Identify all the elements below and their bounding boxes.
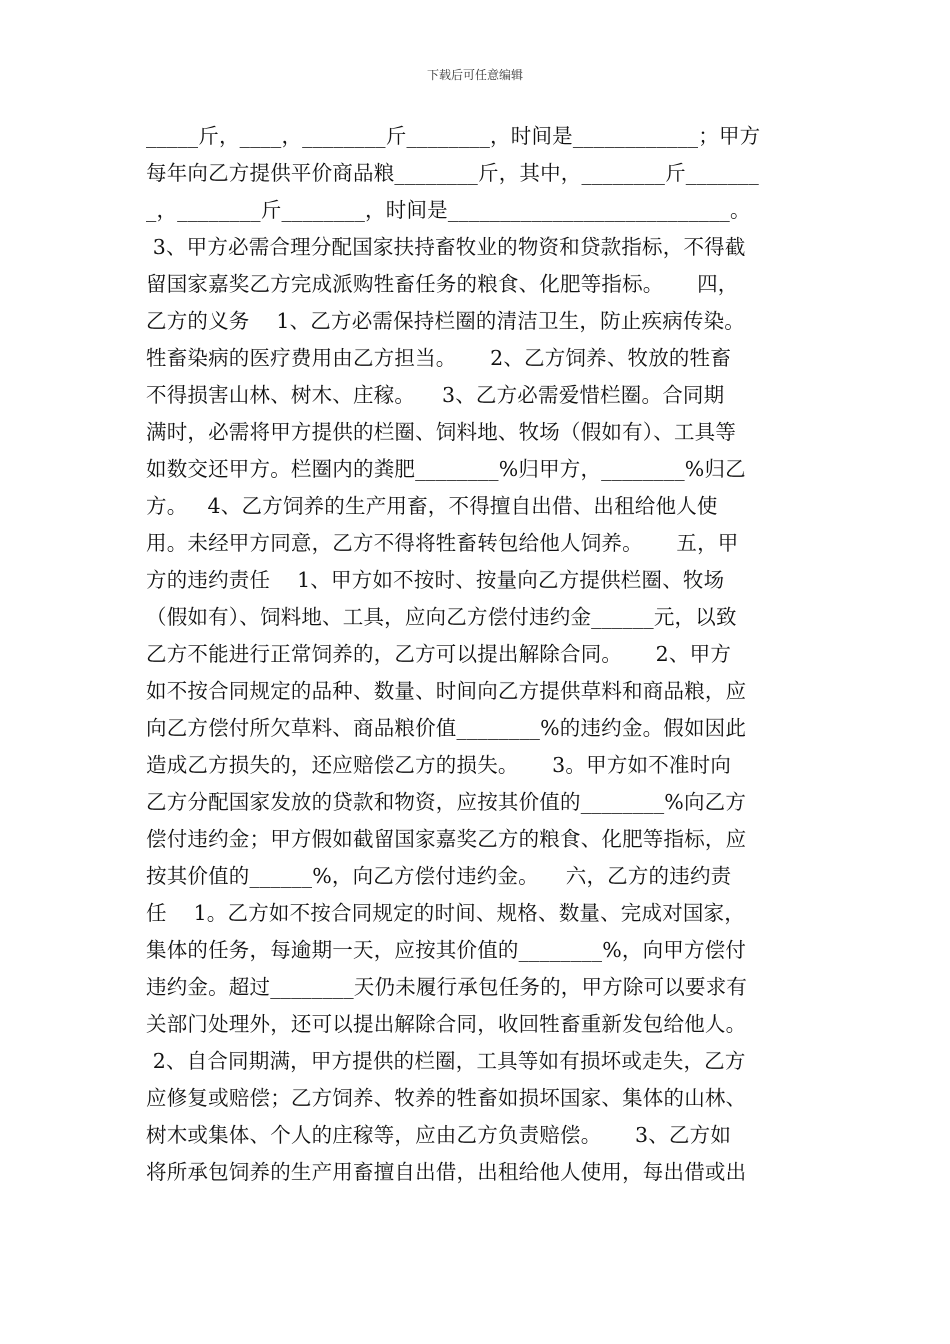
text-line: 应修复或赔偿；乙方饲养、牧养的牲畜如损坏国家、集体的山林、	[146, 1086, 747, 1110]
text-line: 方。 4、乙方饲养的生产用畜，不得擅自出借、出租给他人使	[146, 494, 718, 518]
document-body	[146, 118, 808, 1191]
text-line: 偿付违约金；甲方假如截留国家嘉奖乙方的粮食、化肥等指标，应	[146, 827, 747, 851]
text-line: _，________斤________，时间是___________________________。	[146, 198, 751, 222]
text-line: 方的违约责任 1、甲方如不按时、按量向乙方提供栏圈、牧场	[146, 568, 725, 592]
text-line: 按其价值的______%，向乙方偿付违约金。 六，乙方的违约责	[146, 864, 732, 888]
text-line: 满时，必需将甲方提供的栏圈、饲料地、牧场（假如有）、工具等	[146, 420, 737, 444]
text-line: 2、自合同期满，甲方提供的栏圈，工具等如有损坏或走失，乙方	[146, 1049, 746, 1073]
text-line: 将所承包饲养的生产用畜擅自出借，出租给他人使用，每出借或出	[146, 1160, 747, 1184]
text-line: 乙方不能进行正常饲养的，乙方可以提出解除合同。 2、甲方	[146, 642, 732, 666]
text-line: 如不按合同规定的品种、数量、时间向乙方提供草料和商品粮，应	[146, 679, 747, 703]
text-line: 3、甲方必需合理分配国家扶持畜牧业的物资和贷款指标，不得截	[146, 235, 746, 259]
text-line: （假如有）、饲料地、工具，应向乙方偿付违约金______元，以致	[146, 605, 737, 629]
text-line: 造成乙方损失的，还应赔偿乙方的损失。 3。甲方如不准时向	[146, 753, 732, 777]
text-line: 关部门处理外，还可以提出解除合同，收回牲畜重新发包给他人。	[146, 1012, 747, 1036]
text-line: 留国家嘉奖乙方完成派购牲畜任务的粮食、化肥等指标。 四，	[146, 272, 739, 296]
text-line: 不得损害山林、树木、庄稼。 3、乙方必需爱惜栏圈。合同期	[146, 383, 725, 407]
text-line: 向乙方偿付所欠草料、商品粮价值________%的违约金。假如因此	[146, 716, 747, 740]
text-line: 违约金。超过________天仍未履行承包任务的，甲方除可以要求有	[146, 975, 748, 999]
text-line: 用。未经甲方同意，乙方不得将牲畜转包给他人饲养。 五，甲	[146, 531, 739, 555]
text-line: 树木或集体、个人的庄稼等，应由乙方负责赔偿。 3、乙方如	[146, 1123, 732, 1147]
text-line: 如数交还甲方。栏圈内的粪肥________%归甲方，________%归乙	[146, 457, 746, 481]
text-line: 牲畜染病的医疗费用由乙方担当。 2、乙方饲养、牧放的牲畜	[146, 346, 732, 370]
text-line: 乙方的义务 1、乙方必需保持栏圈的清洁卫生，防止疾病传染。	[146, 309, 746, 333]
page-header: 下载后可任意编辑	[426, 68, 523, 82]
text-line: 乙方分配国家发放的贷款和物资，应按其价值的________%向乙方	[146, 790, 747, 814]
text-line: 每年向乙方提供平价商品粮________斤，其中，________斤_______	[146, 161, 759, 185]
text-line: 任 1。乙方如不按合同规定的时间、规格、数量、完成对国家，	[146, 901, 746, 925]
text-line: 集体的任务，每逾期一天，应按其价值的________%，向甲方偿付	[146, 938, 747, 962]
text-line: _____斤，____，________斤________，时间是____________；甲方	[146, 124, 761, 148]
